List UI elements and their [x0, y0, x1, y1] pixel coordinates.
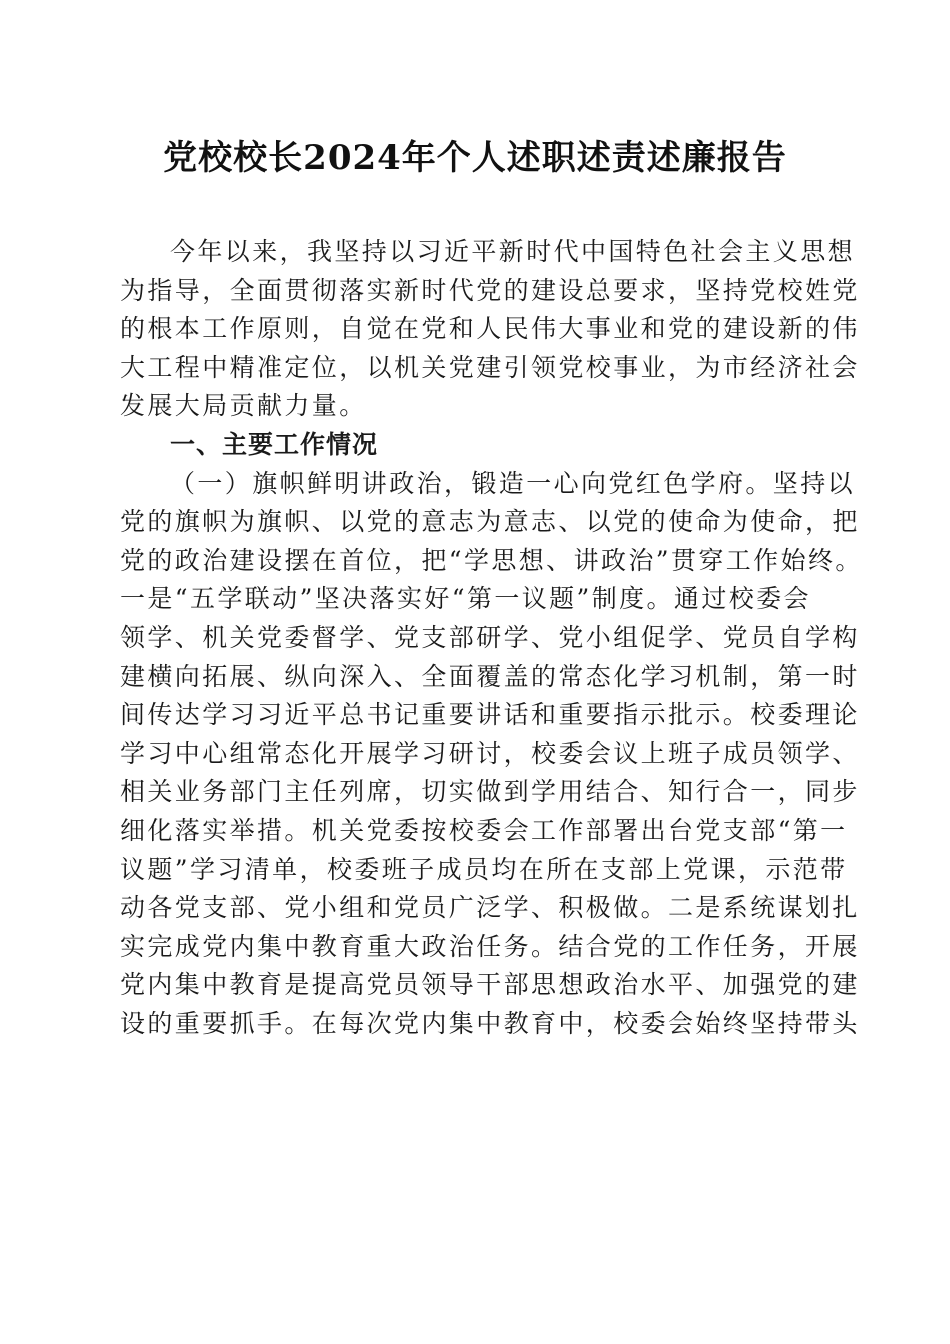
- text-line: 间传达学习习近平总书记重要讲话和重要指示批示。校委理论: [120, 700, 860, 730]
- text-line: 大工程中精准定位，以机关党建引领党校事业，为市经济社会: [120, 352, 860, 382]
- text-line: 领学、机关党委督学、党支部研学、党小组促学、党员自学构: [120, 622, 860, 652]
- text-line: 党内集中教育是提高党员领导干部思想政治水平、加强党的建: [120, 970, 860, 1000]
- text-line: 细化落实举措。机关党委按校委会工作部署出台党支部“第一: [120, 815, 848, 845]
- paragraph-section-1: [120, 465, 863, 1044]
- text-line: 建横向拓展、纵向深入、全面覆盖的常态化学习机制，第一时: [120, 661, 860, 691]
- text-line: 一是“五学联动”坚决落实好“第一议题”制度。通过校委会: [120, 584, 811, 614]
- text-line: 的根本工作原则，自觉在党和人民伟大事业和党的建设新的伟: [120, 314, 860, 344]
- text-line: 实完成党内集中教育重大政治任务。结合党的工作任务，开展: [120, 931, 860, 961]
- text-line: 今年以来，我坚持以习近平新时代中国特色社会主义思想: [170, 237, 856, 266]
- text-line: 设的重要抓手。在每次党内集中教育中，校委会始终坚持带头: [120, 1008, 860, 1038]
- text-line: 发展大局贡献力量。: [120, 391, 367, 421]
- text-line: （一）旗帜鲜明讲政治，锻造一心向党红色学府。坚持以: [170, 468, 856, 498]
- section-heading: 一、主要工作情况: [170, 429, 379, 459]
- text-line: 党的政治建设摆在首位，把“学思想、讲政治”贯穿工作始终。: [120, 545, 863, 575]
- text-line: 议题”学习清单，校委班子成员均在所在支部上党课，示范带: [120, 854, 848, 884]
- text-line: 相关业务部门主任列席，切实做到学用结合、知行合一，同步: [120, 777, 860, 807]
- text-line: 动各党支部、党小组和党员广泛学、积极做。二是系统谋划扎: [120, 893, 860, 923]
- text-line: 党的旗帜为旗帜、以党的意志为意志、以党的使命为使命，把: [120, 507, 860, 537]
- paragraph-intro: [120, 233, 860, 426]
- document-title: 党校校长2024年个人述职述责述廉报告: [163, 138, 787, 178]
- document-body: [120, 233, 863, 1043]
- text-line: 学习中心组常态化开展学习研讨，校委会议上班子成员领学、: [120, 738, 860, 768]
- text-line: 为指导，全面贯彻落实新时代党的建设总要求，坚持党校姓党: [120, 275, 860, 305]
